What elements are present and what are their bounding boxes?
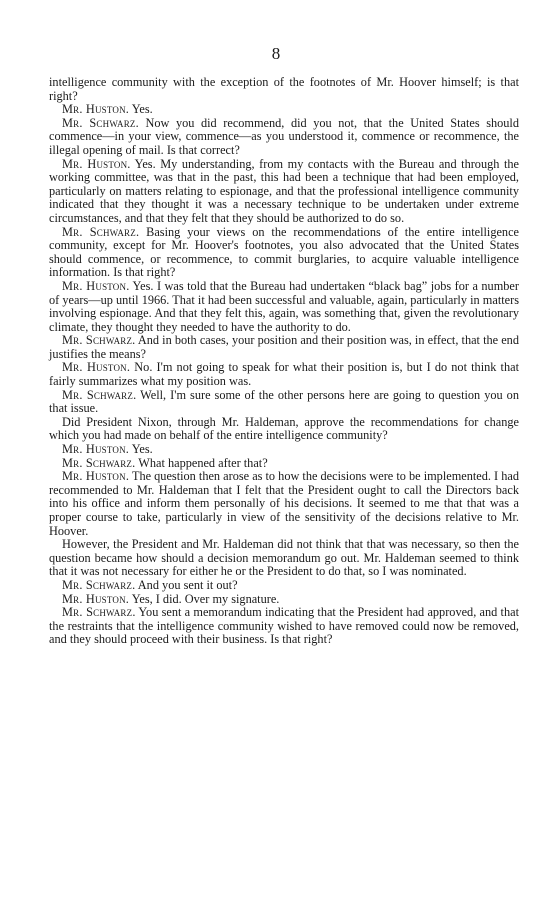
transcript-paragraph bbox=[49, 457, 519, 471]
paragraph-text: However, the President and Mr. Haldeman did not think that that was necessary, so then the question became how should a decision memorandum go out. Mr. Haldeman seemed to think that it was not necessary for either he or the President to do that, so I was nominated. bbox=[49, 537, 519, 579]
transcript-paragraph bbox=[49, 538, 519, 579]
transcript-paragraph bbox=[49, 280, 519, 334]
speaker-label: Mr. Schwarz. bbox=[62, 224, 140, 239]
paragraph-text: Now you did recommend, did you not, that the United States should commence—in your view, commence—as you understood it, commence or recommence, the illegal opening of mail. Is that correct? bbox=[49, 115, 519, 157]
paragraph-text: The question then arose as to how the decisions were to be implemented. I had recommended to Mr. Haldeman that I felt that the President ought to call the Directors back into his office and inform them personally of his decisions. It seemed to me that that was a proper course to take, particularly in view of the sensitivity of the decisions relative to Mr. Hoover. bbox=[49, 469, 519, 538]
speaker-label: Mr. Huston. bbox=[62, 102, 130, 117]
transcript-paragraph bbox=[49, 470, 519, 538]
transcript-paragraph bbox=[49, 593, 519, 607]
paragraph-text: Yes. bbox=[129, 442, 153, 457]
paragraph-text: You sent a memorandum indicating that the President had approved, and that the restraints that the intelligence community wished to have removed could now be removed, and they should proceed with their business. Is that right? bbox=[49, 605, 519, 647]
speaker-label: Mr. Schwarz. bbox=[62, 387, 137, 402]
transcript-paragraph bbox=[49, 389, 519, 416]
paragraph-text: And you sent it out? bbox=[135, 577, 238, 592]
paragraph-text: And in both cases, your position and their position was, in effect, that the end justifies the means? bbox=[49, 333, 519, 361]
speaker-label: Mr. Schwarz. bbox=[62, 333, 136, 348]
paragraph-text: Well, I'm sure some of the other persons here are going to question you on that issue. bbox=[49, 387, 519, 416]
speaker-label: Mr. Schwarz. bbox=[62, 115, 139, 130]
transcript-paragraph bbox=[49, 361, 519, 388]
paragraph-text: What happened after that? bbox=[135, 455, 268, 470]
transcript-paragraph bbox=[49, 443, 519, 457]
transcript-paragraph bbox=[49, 606, 519, 647]
speaker-label: Mr. Schwarz. bbox=[62, 455, 136, 470]
transcript-paragraph bbox=[49, 103, 519, 117]
paragraph-text: Yes. I was told that the Bureau had undertaken “black bag” jobs for a number of years—up until 1966. That it had been successful and valuable, again, particularly in matters involving espionage. And that they felt this, again, was something that, given the revolutionary climate, they thought they needed to have the authority to do. bbox=[49, 278, 519, 334]
speaker-label: Mr. Huston. bbox=[62, 156, 131, 171]
speaker-label: Mr. Schwarz. bbox=[62, 577, 136, 592]
paragraph-text: Yes, I did. Over my signature. bbox=[129, 591, 280, 606]
speaker-label: Mr. Schwarz. bbox=[62, 605, 136, 620]
paragraph-text: Basing your views on the recommendations of the entire intelligence community, except for Mr. Hoover's footnotes, you also advocated that the United States should commence, or recommence, to commit burglaries, to acquire valuable intelligence information. Is that right? bbox=[49, 224, 519, 280]
transcript-paragraph bbox=[49, 226, 519, 280]
paragraph-text: Yes. My understanding, from my contacts with the Bureau and through the working committee, was that in the past, this had been a technique that had been employed, particularly on matters relating to espionage, and that the professional intelligence community indicated that they thought it was a necessary technique to be undertaken under extreme circumstances, and that they felt that they should be authorized to do so. bbox=[49, 156, 519, 225]
page-number: 8 bbox=[271, 44, 281, 63]
paragraph-text: Did President Nixon, through Mr. Haldeman, approve the recommendations for change which you had made on behalf of the entire intelligence community? bbox=[49, 414, 519, 443]
speaker-label: Mr. Huston. bbox=[62, 469, 130, 484]
paragraph-text: No. I'm not going to speak for what their position is, but I do not think that fairly summarizes what my position was. bbox=[49, 360, 519, 389]
transcript-paragraph bbox=[49, 579, 519, 593]
transcript-paragraph bbox=[49, 334, 519, 361]
paragraph-text: Yes. bbox=[129, 102, 153, 117]
speaker-label: Mr. Huston. bbox=[62, 591, 130, 606]
speaker-label: Mr. Huston. bbox=[62, 442, 130, 457]
transcript-paragraph bbox=[49, 117, 519, 158]
transcript-paragraph bbox=[49, 158, 519, 226]
transcript-body bbox=[49, 76, 519, 647]
speaker-label: Mr. Huston. bbox=[62, 278, 130, 293]
transcript-paragraph bbox=[49, 416, 519, 443]
transcript-paragraph bbox=[49, 76, 519, 103]
paragraph-text: intelligence community with the exception of the footnotes of Mr. Hoover himself; is that right? bbox=[49, 75, 519, 103]
speaker-label: Mr. Huston. bbox=[62, 360, 131, 375]
